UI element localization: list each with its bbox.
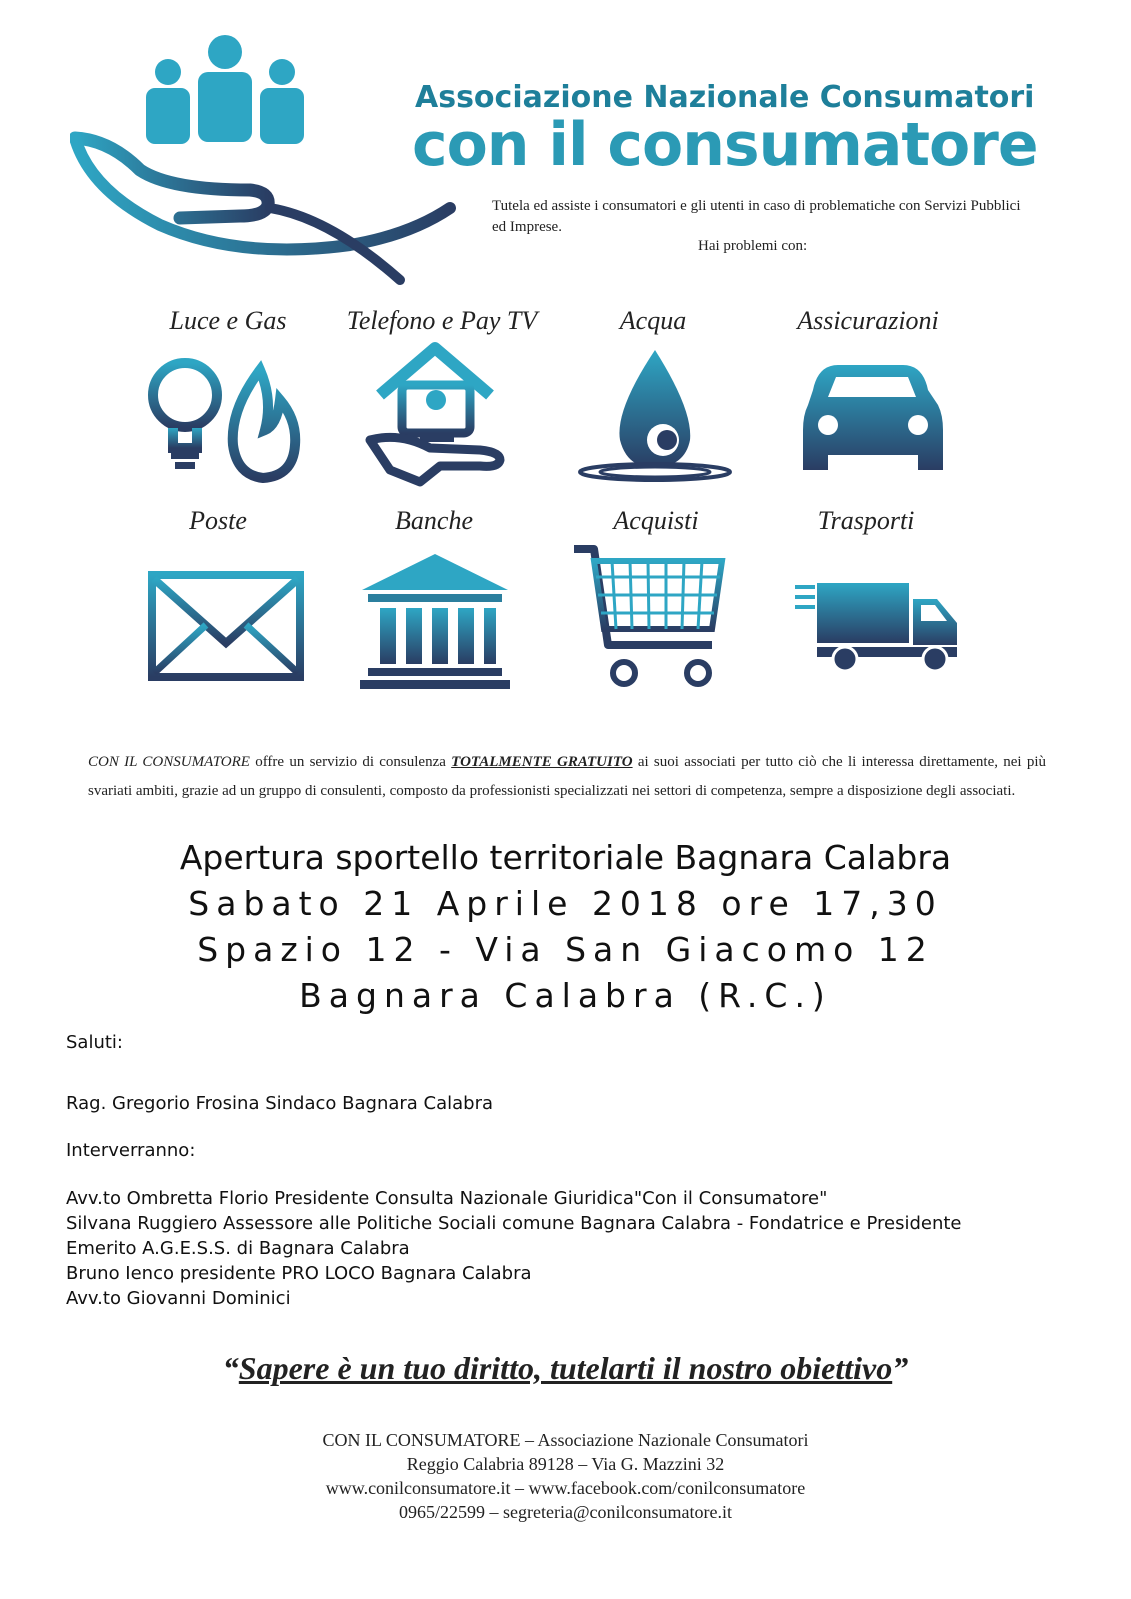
home-tv-hand-icon bbox=[360, 340, 530, 490]
footer-contact: 0965/22599 – segreteria@conilconsumatore.it bbox=[399, 1502, 732, 1522]
footer-organization: CON IL CONSUMATORE – Associazione Nazionale Consumatori bbox=[322, 1430, 809, 1450]
service-label-banche: Banche bbox=[395, 506, 473, 535]
service-label-trasporti: Trasporti bbox=[817, 506, 915, 535]
description-brand: CON IL CONSUMATORE bbox=[88, 754, 250, 770]
car-icon bbox=[788, 345, 958, 495]
service-label-telefono: Telefono e Pay TV bbox=[346, 306, 538, 335]
service-label-luce-gas: Luce e Gas bbox=[169, 306, 287, 335]
brand-name: con il consumatore bbox=[412, 110, 1038, 180]
greeting-person: Rag. Gregorio Frosina Sindaco Bagnara Calabra bbox=[66, 1093, 494, 1114]
truck-icon bbox=[795, 565, 965, 715]
footer-web: www.conilconsumatore.it – www.facebook.com/conilconsumatore bbox=[325, 1478, 806, 1498]
service-label-acquisti: Acquisti bbox=[613, 506, 699, 535]
envelope-icon bbox=[142, 555, 312, 705]
motto-open-quote: “ bbox=[222, 1350, 239, 1386]
bulb-flame-icon bbox=[145, 350, 315, 500]
description-emphasis: TOTALMENTE GRATUITO bbox=[451, 754, 633, 770]
footer-address: Reggio Calabria 89128 – Via G. Mazzini 32 bbox=[406, 1454, 725, 1474]
event-date: Sabato 21 Aprile 2018 ore 17,30 bbox=[188, 884, 943, 923]
motto bbox=[0, 1350, 1131, 1387]
shopping-cart-icon bbox=[572, 545, 742, 695]
service-description bbox=[88, 748, 1046, 806]
event-title: Apertura sportello territoriale Bagnara Calabra bbox=[179, 838, 952, 877]
speakers-label: Interverranno: bbox=[66, 1140, 196, 1161]
association-name: Associazione Nazionale Consumatori bbox=[415, 80, 1035, 115]
speaker-item: Avv.to Ombretta Florio Presidente Consulta Nazionale Giuridica"Con il Consumatore" bbox=[66, 1188, 828, 1209]
service-label-acqua: Acqua bbox=[619, 306, 687, 335]
description-part1: offre un servizio di consulenza bbox=[249, 754, 452, 770]
description-part2: ai suoi associati per tutto ciò che li interessa direttamente, nei più svariati ambiti, grazie ad un gruppo di consulenti, composto da professionisti specializzati nei settori di competenza, sempre a disposizione degli associati. bbox=[88, 754, 1046, 799]
speaker-item: Emerito A.G.E.S.S. di Bagnara Calabra bbox=[66, 1238, 410, 1259]
event-city: Bagnara Calabra (R.C.) bbox=[299, 976, 832, 1015]
motto-close-quote: ” bbox=[892, 1350, 909, 1386]
logo-hand-people-icon bbox=[70, 30, 470, 300]
speaker-item: Bruno Ienco presidente PRO LOCO Bagnara Calabra bbox=[66, 1263, 532, 1284]
intro-text: Tutela ed assiste i consumatori e gli utenti in caso di problematiche con Servizi Pubblici ed Imprese. bbox=[492, 198, 1021, 235]
speaker-item: Silvana Ruggiero Assessore alle Politiche Sociali comune Bagnara Calabra - Fondatrice e Presidente bbox=[66, 1213, 962, 1234]
speaker-item: Avv.to Giovanni Dominici bbox=[66, 1288, 291, 1309]
service-label-poste: Poste bbox=[189, 506, 247, 535]
bank-icon bbox=[360, 548, 530, 698]
service-label-assicurazioni: Assicurazioni bbox=[797, 306, 939, 335]
question-text: Hai problemi con: bbox=[698, 238, 808, 254]
water-drop-icon bbox=[575, 340, 745, 490]
event-venue: Spazio 12 - Via San Giacomo 12 bbox=[197, 930, 934, 969]
motto-text: Sapere è un tuo diritto, tutelarti il nostro obiettivo bbox=[238, 1350, 893, 1386]
greetings-label: Saluti: bbox=[66, 1032, 123, 1053]
